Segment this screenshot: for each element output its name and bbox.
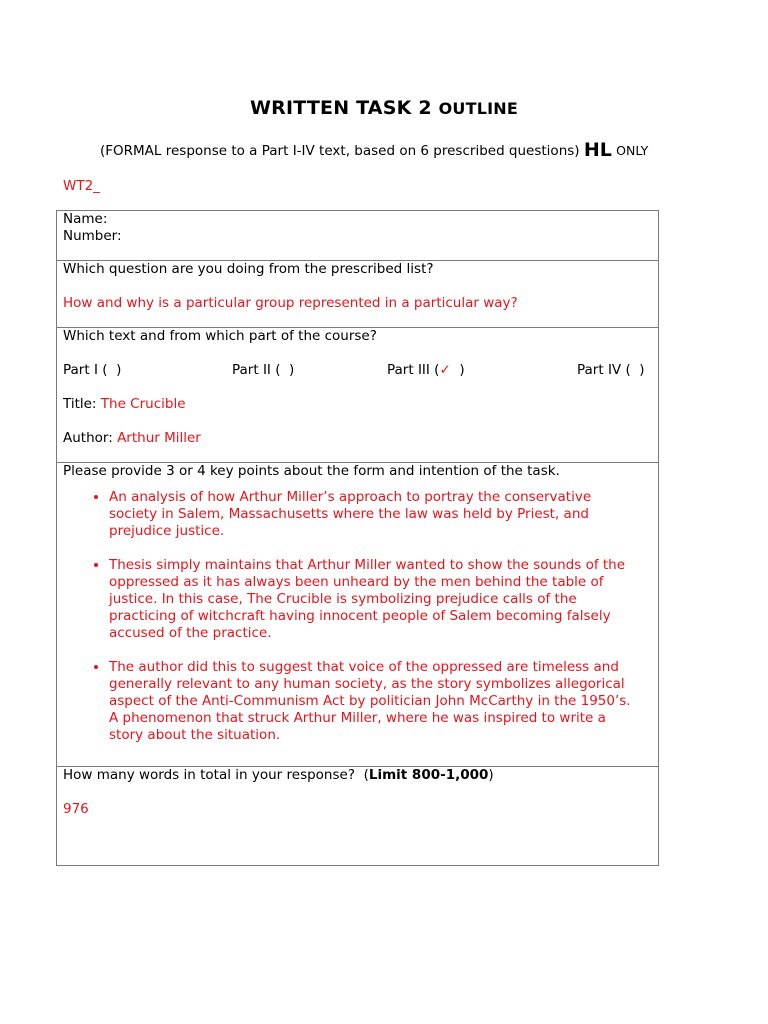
outline-form-table: [56, 210, 659, 866]
text-prompt: Which text and from which part of the course?: [63, 328, 377, 344]
title-label: Title:: [63, 396, 97, 412]
author-label: Author:: [63, 430, 113, 446]
part-three: Part III (✓ ): [387, 362, 465, 378]
document-title: [0, 97, 768, 119]
points-prompt: Please provide 3 or 4 key points about the form and intention of the task.: [63, 463, 560, 479]
row-question: [57, 261, 659, 328]
key-points-list: [63, 489, 652, 744]
author-value: Arthur Miller: [117, 430, 201, 446]
row-text-part: [57, 328, 659, 463]
subtitle-text: (FORMAL response to a Part I-IV text, based on 6 prescribed questions): [100, 143, 580, 159]
part-four: Part IV ( ): [577, 362, 645, 378]
title-suffix: OUTLINE: [438, 99, 518, 118]
question-answer: How and why is a particular group represented in a particular way?: [63, 295, 518, 311]
words-line: How many words in total in your response? (Limit 800-1,000): [63, 767, 494, 783]
title-value: The Crucible: [100, 396, 186, 412]
row-key-points: [57, 463, 659, 767]
words-limit: Limit 800-1,000: [368, 767, 489, 783]
row-word-count: [57, 767, 659, 866]
key-point: • An analysis of how Arthur Miller’s approach to portray the conservative society in Salem, Massachusetts where the law was held by Priest, and prejudice justice.: [109, 489, 652, 540]
author-line: [63, 430, 652, 447]
title-line: [63, 396, 652, 413]
row-name-number: [57, 211, 659, 261]
level-only: ONLY: [616, 143, 649, 158]
check-mark-icon: ✓: [439, 362, 451, 378]
course-parts: [63, 362, 652, 379]
key-point: • Thesis simply maintains that Arthur Miller wanted to show the sounds of the oppressed as it has always been unheard by the men behind the table of justice. In this case, The Crucible is symbolizing prejudice calls of the practicing of witchcraft having innocent people of Salem becoming falsely accused of the practice.: [109, 557, 652, 642]
level-hl: HL: [583, 139, 612, 161]
title-main: WRITTEN TASK 2: [250, 97, 432, 119]
task-code: WT2_: [63, 178, 100, 194]
key-point: • The author did this to suggest that voice of the oppressed are timeless and generally relevant to any human society, as the story symbolizes allegorical aspect of the Anti-Communism Act by politician John McCarthy in the 1950’s. A phenomenon that struck Arthur Miller, where he was inspired to write a story about the situation.: [109, 659, 652, 744]
words-prompt: How many words in total in your response?: [63, 767, 355, 783]
subtitle: [100, 139, 648, 161]
question-prompt: Which question are you doing from the prescribed list?: [63, 261, 434, 277]
number-label: Number:: [63, 228, 122, 244]
part-one: Part I ( ): [63, 362, 122, 378]
name-label: Name:: [63, 211, 108, 227]
words-value: 976: [63, 801, 89, 817]
part-two: Part II ( ): [232, 362, 295, 378]
